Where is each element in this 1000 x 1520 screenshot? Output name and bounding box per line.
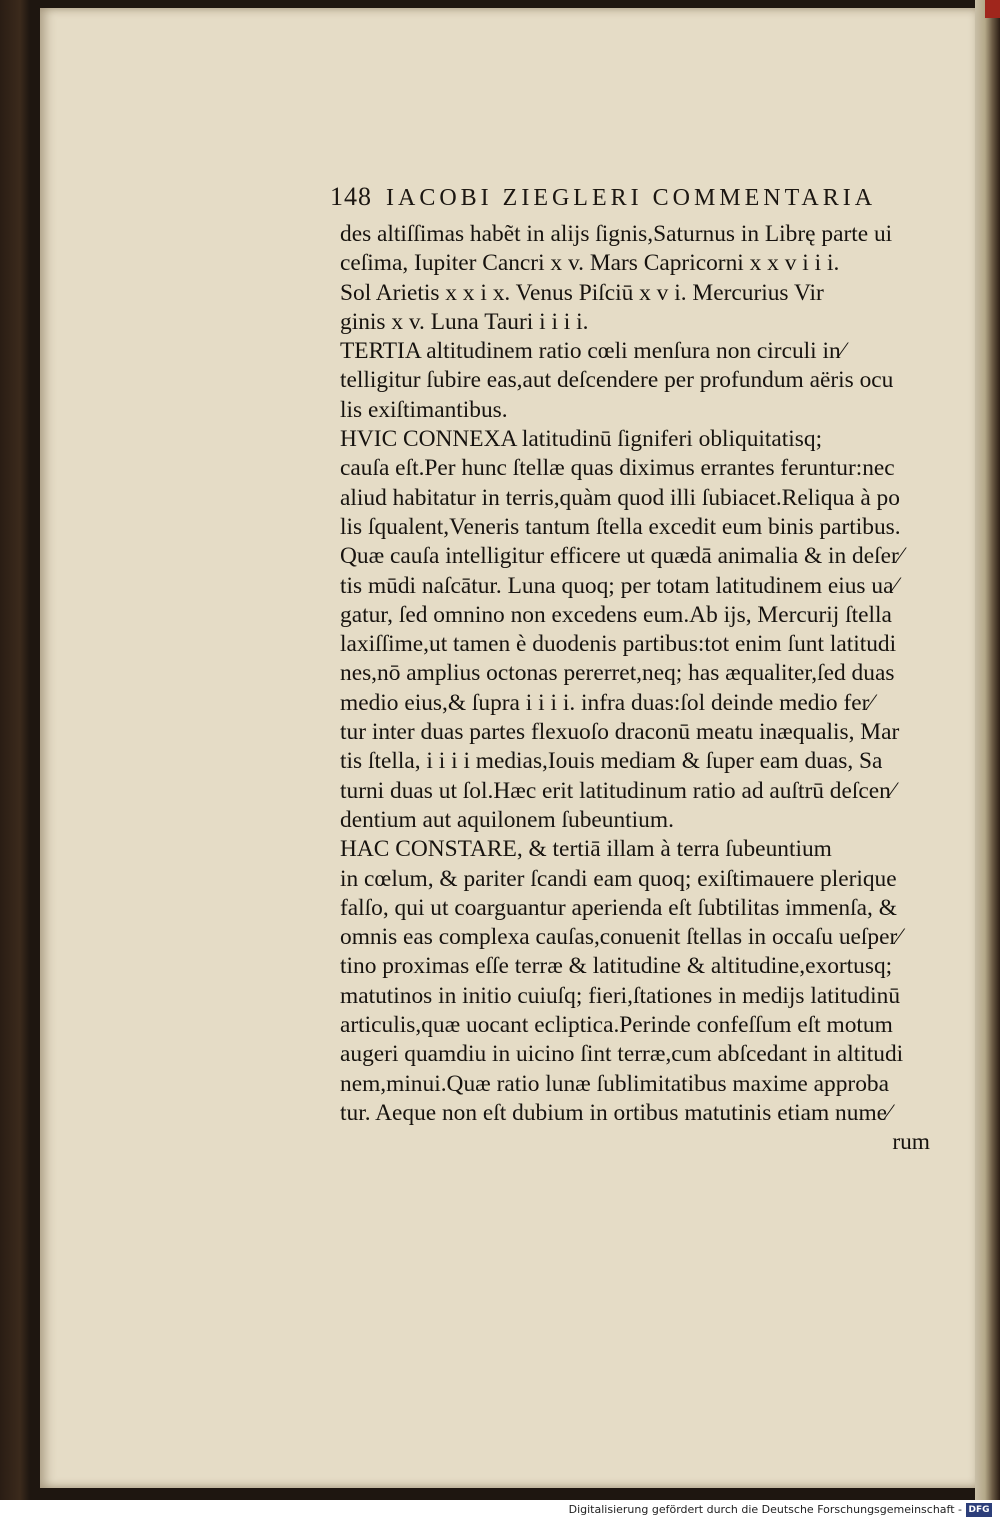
text-line: lis exiſtimantibus. [340, 396, 508, 423]
running-header [330, 182, 926, 216]
text-line: ceſima, Iupiter Cancri x v. Mars Capricorni x x v i i i. [340, 250, 840, 277]
text-line: cauſa eſt.Per hunc ſtellæ quas diximus errantes feruntur:nec [340, 455, 895, 482]
footer-bar [0, 1500, 1000, 1520]
text-line: lis ſqualent,Veneris tantum ſtella excedit eum binis partibus. [340, 513, 901, 540]
text-line: ginis x v. Luna Tauri i i i i. [340, 308, 589, 335]
text-line: matutinos in initio cuiuſq; fieri,ſtationes in medijs latitudinū [340, 982, 901, 1009]
running-title: IACOBI ZIEGLERI COMMENTARIA [386, 185, 877, 211]
text-line: Sol Arietis x x i x. Venus Piſciū x v i. Mercurius Vir [340, 279, 824, 306]
text-line: gatur, ſed omnino non excedens eum.Ab ijs, Mercurij ſtella [340, 601, 892, 628]
color-marker [985, 0, 1000, 18]
funding-credit: Digitalisierung gefördert durch die Deutsche Forschungsgemeinschaft - [568, 1503, 962, 1516]
text-line: tino proximas eſſe terræ & latitudine & altitudine,exortusq; [340, 953, 893, 980]
text-line: in cœlum, & pariter ſcandi eam quoq; exiſtimauere plerique [340, 865, 897, 892]
text-line: des altiſſimas habẽt in alijs ſignis,Saturnus in Librę parte ui [340, 221, 893, 247]
text-line: telligitur ſubire eas,aut deſcendere per profundum aëris ocu [340, 367, 894, 394]
text-line: aliud habitatur in terris,quàm quod illi ſubiacet.Reliqua à po [340, 484, 900, 511]
text-line: articulis,quæ uocant ecliptica.Perinde confeſſum eſt motum [340, 1012, 893, 1039]
text-line: tis mūdi naſcātur. Luna quoq; per totam latitudinem eius ua⁄ [340, 572, 898, 599]
text-line: HVIC CONNEXA latitudinū ſigniferi obliquitatisq; [340, 426, 823, 453]
page-number: 148 [330, 182, 372, 211]
text-line: augeri quamdiu in uicino ſint terræ,cum abſcedant in altitudi [340, 1041, 904, 1068]
text-line: tur inter duas partes flexuoſo draconū meatu inæqualis, Mar [340, 719, 900, 746]
catchword: rum [892, 1129, 930, 1156]
text-line: nem,minui.Quæ ratio lunæ ſublimitatibus maxime approba [340, 1070, 889, 1097]
dfg-logo-icon: DFG [966, 1503, 992, 1517]
text-line: nes,nō amplius octonas pererret,neq; has æqualiter,ſed duas [340, 660, 895, 687]
text-line: medio eius,& ſupra i i i i. infra duas:ſol deinde medio fer⁄ [340, 689, 874, 716]
text-line: Quæ cauſa intelligitur efficere ut quædā animalia & in deſer⁄ [340, 543, 903, 570]
text-line: tis ſtella, i i i i medias,Iouis mediam & ſuper eam duas, Sa [340, 748, 883, 775]
text-line: laxiſſime,ut tamen è duodenis partibus:tot enim ſunt latitudi [340, 631, 897, 658]
text-line: TERTIA altitudinem ratio cœli menſura non circuli in⁄ [340, 338, 845, 365]
text-line: falſo, qui ut coarguantur aperienda eſt ſubtilitas immenſa, & [340, 894, 897, 921]
text-line: dentium aut aquilonem ſubeuntium. [340, 806, 674, 833]
text-line: turni duas ut ſol.Hæc erit latitudinum ratio ad auſtrū deſcen⁄ [340, 777, 895, 804]
page-edge [975, 0, 1000, 1500]
text-line: HAC CONSTARE, & tertiā illam à terra ſubeuntium [340, 836, 832, 863]
text-line: tur. Aeque non eſt dubium in ortibus matutinis etiam nume⁄ [340, 1099, 891, 1126]
text-line: omnis eas complexa cauſas,conuenit ſtellas in occaſu ueſper⁄ [340, 924, 902, 951]
body-text [340, 220, 930, 1158]
